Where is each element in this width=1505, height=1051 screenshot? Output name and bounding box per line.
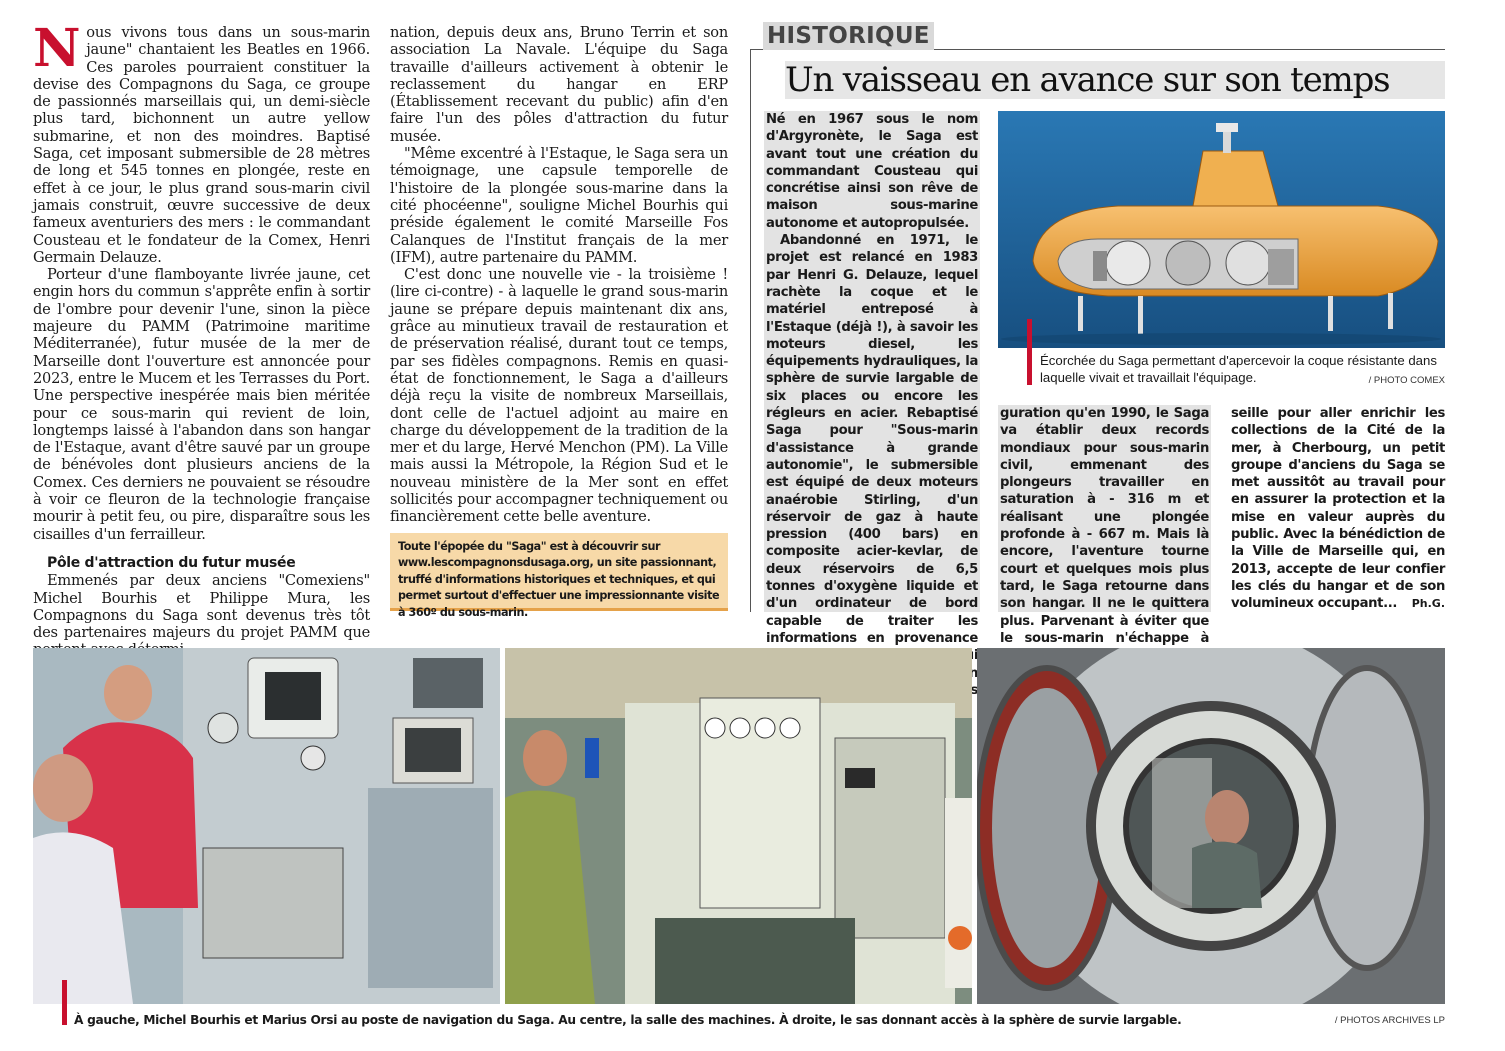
paragraph: ous vivons tous dans un sous-marin jaune" chantaient les Beatles en 1966. Ces paroles pourraient constituer la devise des Compagnons du Saga, ce groupe de passionnés marseillais qui, un demi-siècle plus tard, bichonnent un autre yellow submarine, et non des moindres. Baptisé Saga, cet imposant submersible de 28 mètres de long et 545 tonnes en plongée, reste en effet à ce jour, le plus grand sous-marin civil jamais construit, œuvre successive de deux fameux aventuriers des mers : le commandant Cousteau et le fondateur de la Comex, Henri Germain Delauze. xyxy=(33,24,370,266)
article-column-2 xyxy=(390,24,728,549)
info-box-text: Toute l'épopée du "Saga" est à découvrir sur www.lescompagnonsdusaga.org, un site passionnant, truffé d'informations historiques et techniques, et qui permet surtout d'effectuer une impressionnante visite à 360º du sous-marin. xyxy=(398,540,720,619)
headline-text: Un vaisseau en avance sur son temps xyxy=(785,60,1390,100)
paragraph: Né en 1967 sous le nom d'Argyronète, le Saga est avant tout une création du commandant Cousteau qui concrétise ainsi son rêve de maison sous-marine autonome et autopropulsée. xyxy=(766,112,978,231)
hatch-illustration xyxy=(977,648,1445,1004)
paragraph: seille pour aller enrichir les collections de la Cité de la mer, à Cherbourg, un petit groupe d'anciens du Saga se met aussitôt au travail pour en assurer la protection et la mise en valeur auprès du public. Avec la bénédiction de la Ville de Marseille qui, en 2013, accepte de leur confier les clés du hangar et de son volumineux occupant... xyxy=(1231,406,1445,612)
submarine-cutaway-image xyxy=(998,111,1445,348)
quote-paragraph: "Même excentré à l'Estaque, le Saga sera un témoignage, une capsule temporelle de l'histoire de la plongée sous-marine dans la cité phocéenne", souligne Michel Bourhis qui préside également le comité Marseille Fos Calanques de l'Institut français de la mer (IFM), autre partenaire du PAMM. xyxy=(390,145,728,266)
paragraph: Emmenés par deux anciens "Comexiens" Michel Bourhis et Philippe Mura, les Compagnons du Saga sont devenus très tôt des partenaires majeurs du projet PAMM que xyxy=(33,572,370,642)
bottom-photo-credit: / PHOTOS ARCHIVES LP xyxy=(1334,1015,1445,1026)
paragraph: guration qu'en 1990, le Saga va établir deux records mondiaux pour sous-marin civil, emmenant des plongeurs travailler en saturation à - 316 m et réalisant une plongée profonde à - 667 m. Mais là encore, l'aventure tourne court et quelques mois plus tard, le Saga retourne dans son hangar. Il ne le quittera plus. Parvenant à éviter que le sous-marin n'échappe à xyxy=(1000,406,1209,646)
bottom-caption-text: À gauche, Michel Bourhis et Marius Orsi au poste de navigation du Saga. Au centre, la salle des machines. À droite, le sas donnant accès à la sphère de survie largable. xyxy=(74,1013,1182,1027)
paragraph: Abandonné en 1971, le projet est relancé en 1983 par Henri G. Delauze, lequel rachète la coque et le matériel entreposé à l'Estaque (déjà !), à savoir les moteurs diesel, les équipements hydrauliques, la sphère de survie largable de six places ou encore les régleurs en acier. Rebaptisé Saga pour "Sous-marin d'assistance à grande autonomie", le submersible est équipé de deux moteurs anaérobie Stirling, d'un réservoir de gaz à haute pression (400 bars) en composite acier-kevlar, de deux réservoirs de 6,5 tonnes d'oxygène liquide et d'un ordinateur de bord capable de traiter les informations en provenance xyxy=(766,233,978,646)
sidebar-column-2 xyxy=(998,405,1211,646)
navigation-station-illustration xyxy=(33,648,500,1004)
subheading: Pôle d'attraction du futur musée xyxy=(47,554,296,571)
bottom-caption xyxy=(74,1012,1224,1029)
submarine-cutaway-illustration xyxy=(998,111,1445,348)
paragraph: C'est donc une nouvelle vie - la troisième ! (lire ci-contre) - à laquelle le grand sous-marin jaune se prépare depuis maintenant dix ans, grâce au minutieux travail de restauration et de préservation réalisé, durant tout ce temps, par ses fidèles compagnons. Remis en quasi-état de fonctionnement, le Saga a d'ailleurs déjà reçu la visite de nombreux Marseillais, dont celle de l'actuel adjoint au maire en charge du développement de la tradition de la mer et du large, Hervé Menchon (PM). La Ville mais aussi la Métropole, la Région Sud et le nouveau ministère de la Mer sont en effet sollicités pour accompagner techniquement ou financièrement cette belle aventure. xyxy=(390,266,728,526)
sidebar-column-1 xyxy=(764,111,980,646)
sidebar-signature: Ph.G. xyxy=(1411,597,1445,610)
engine-room-illustration xyxy=(505,648,972,1004)
photo-escape-sphere-hatch xyxy=(977,648,1445,1004)
info-box xyxy=(390,533,728,619)
sidebar-column-3 xyxy=(1231,405,1445,613)
article-column-1 xyxy=(33,18,370,659)
section-label-text: HISTORIQUE xyxy=(767,23,930,49)
headline xyxy=(785,61,1445,99)
photo-engine-room xyxy=(505,648,972,1004)
photo-navigation-station xyxy=(33,648,500,1004)
sidebar-frame-line-left xyxy=(750,49,751,612)
caption-accent-bar xyxy=(1027,319,1032,385)
image-caption-text: Écorchée du Saga permettant d'apercevoir la coque résistante dans laquelle vivait et travaillait l'équipage. xyxy=(1040,353,1437,385)
dropcap: N xyxy=(33,18,81,79)
photo-credit: / PHOTO COMEX xyxy=(1368,375,1445,386)
bottom-caption-accent-bar xyxy=(62,980,67,1025)
paragraph: Porteur d'une flamboyante livrée jaune, cet engin hors du commun s'apprête enfin à sortir de l'ombre pour devenir l'une, sinon la pièce majeure du PAMM (Patrimoine maritime Méditerranée), futur musée de la mer de Marseille dont l'ouverture est annoncée pour 2023, entre le Mucem et les Terrasses du Port. Une perspective inespérée mais bien méritée pour ce sous-marin qui revient de loin, longtemps laissé à l'abandon dans son hangar de l'Estaque, avant d'être sauvé par un groupe de bénévoles dont plusieurs anciens de la Comex. Ces derniers ne pouvaient se résoudre à voir ce fleuron de la technologie française mourir à petit feu, ou pire, disparaître sous les cisailles d'un ferrailleur. xyxy=(33,266,370,543)
section-label xyxy=(763,22,934,50)
paragraph: nation, depuis deux ans, Bruno Terrin et son association La Navale. L'équipe du Saga travaille d'ailleurs activement à obtenir le reclassement du hangar en ERP (Établissement recevant du public) afin d'en faire l'un des pôles d'attraction du futur musée. xyxy=(390,24,728,145)
